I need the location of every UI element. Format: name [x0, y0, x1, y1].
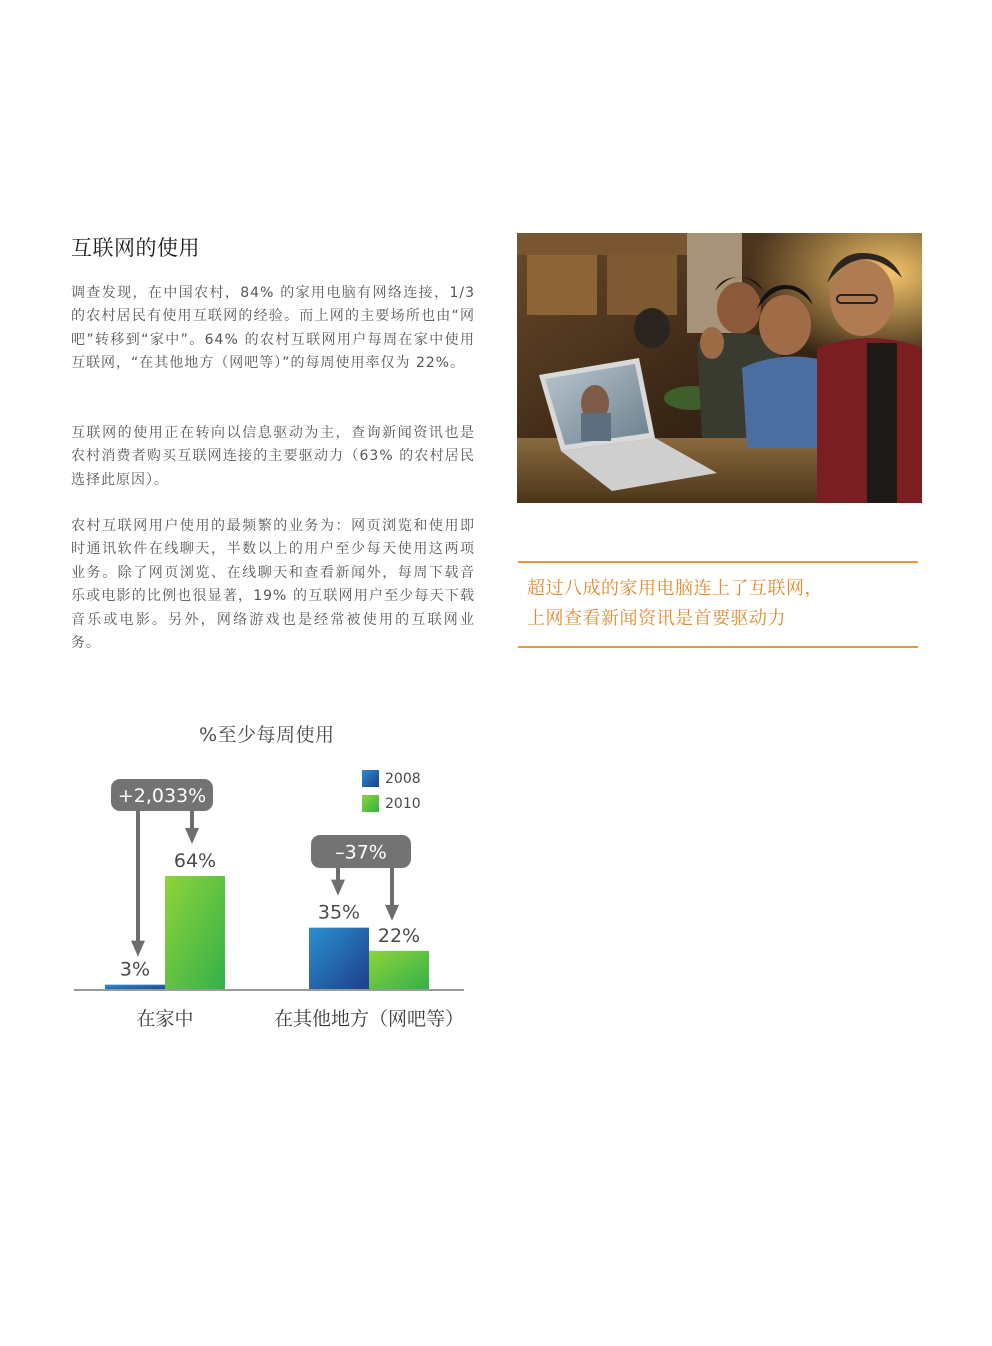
bar-2010-0 [165, 876, 225, 990]
paragraph-3: 农村互联网用户使用的最频繁的业务为：网页浏览和使用即时通讯软件在线聊天，半数以上的用户至少每天使用这两项业务。除了网页浏览、在线聊天和查看新闻外，每周下载音乐或电影的比例也很显著，19% 的互联网用户至少每天下载音乐或电影。另外，网络游戏也是经常被使用的互联网业务。 [71, 518, 475, 652]
data-label: 64% [173, 850, 217, 872]
paragraph-2: 互联网的使用正在转向以信息驱动为主，查询新闻资讯也是农村消费者购买互联网连接的主要驱动力（63% 的农村居民选择此原因）。 [71, 425, 475, 488]
pull-quote-line-1: 超过八成的家用电脑连上了互联网， [527, 578, 823, 599]
category-label: 在家中 [136, 1008, 194, 1030]
change-home-label: +2,033% [117, 785, 207, 807]
change-other-arrow-left-head [331, 880, 345, 896]
data-label: 3% [119, 958, 151, 981]
legend-label: 2008 [385, 771, 421, 787]
data-label: 22% [377, 924, 421, 947]
change-other-label: –37% [335, 841, 387, 864]
legend-swatch-2010 [362, 795, 379, 812]
change-other-arrow-right-head [385, 905, 399, 921]
section-title: 互联网的使用 [71, 236, 200, 260]
chart-title: %至少每周使用 [199, 724, 335, 746]
legend-label: 2010 [385, 796, 421, 812]
paragraph-1: 调查发现，在中国农村，84% 的家用电脑有网络连接，1/3 的农村居民有使用互联网的经验。而上网的主要场所也由“网吧”转移到“家中”。64% 的农村互联网用户每周在家中使用互联网，“在其他地方（网吧等）”的每周使用率仅为 22%。 [71, 285, 475, 372]
bar-2008-1 [309, 928, 369, 990]
data-label: 35% [317, 901, 361, 924]
bar-2010-1 [369, 951, 429, 990]
legend-swatch-2008 [362, 770, 379, 787]
category-label: 在其他地方（网吧等） [273, 1008, 465, 1030]
change-home-arrow-right-head [185, 828, 199, 844]
pull-quote-line-2: 上网查看新闻资讯是首要驱动力 [527, 608, 786, 629]
change-home-arrow-left-head [131, 941, 145, 957]
